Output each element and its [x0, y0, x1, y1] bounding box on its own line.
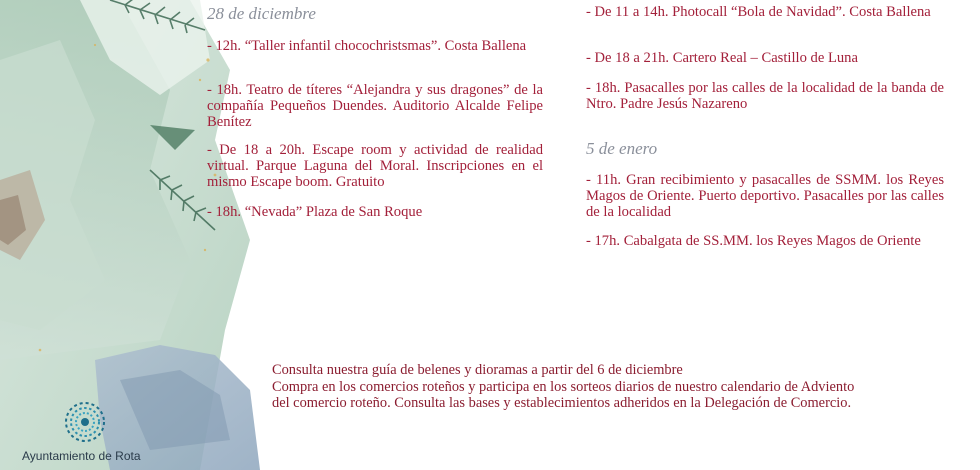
footer-line: del comercio roteño. Consulta las bases y establecimientos adheridos en la Delegación de Comercio. — [272, 395, 852, 411]
event-item: - 18h. Teatro de títeres “Alejandra y sus dragones” de la compañía Pequeños Duendes. Auditorio Alcalde Felipe Benítez — [207, 82, 543, 130]
event-item: - 12h. “Taller infantil chocochristsmas”. Costa Ballena — [207, 38, 527, 54]
event-item: - De 18 a 20h. Escape room y actividad de realidad virtual. Parque Laguna del Moral. Inscripciones en el mismo Escape boom. Gratuito — [207, 142, 543, 190]
footer-line: Compra en los comercios roteños y participa en los sorteos diarios de nuestro calendario de Adviento — [272, 378, 855, 395]
event-item: - 17h. Cabalgata de SS.MM. los Reyes Magos de Oriente — [586, 233, 921, 249]
date-heading-28-dec: 28 de diciembre — [207, 4, 316, 23]
logo-text: Ayuntamiento de Rota — [22, 449, 141, 463]
date-heading-5-jan: 5 de enero — [586, 139, 658, 158]
event-item: - 18h. “Nevada” Plaza de San Roque — [207, 204, 423, 220]
footer-notes — [272, 362, 962, 412]
event-item: - 18h. Pasacalles por las calles de la localidad de la banda de Ntro. Padre Jesús Nazareno — [586, 80, 944, 112]
event-item: - De 18 a 21h. Cartero Real – Castillo de Luna — [586, 50, 858, 66]
event-item: - De 11 a 14h. Photocall “Bola de Navidad”. Costa Ballena — [586, 4, 931, 20]
footer-line: Consulta nuestra guía de belenes y dioramas a partir del 6 de diciembre — [272, 362, 683, 378]
event-item: - 11h. Gran recibimiento y pasacalles de SSMM. los Reyes Magos de Oriente. Puerto deportivo. Pasacalles por las calles de la localidad — [586, 172, 944, 220]
